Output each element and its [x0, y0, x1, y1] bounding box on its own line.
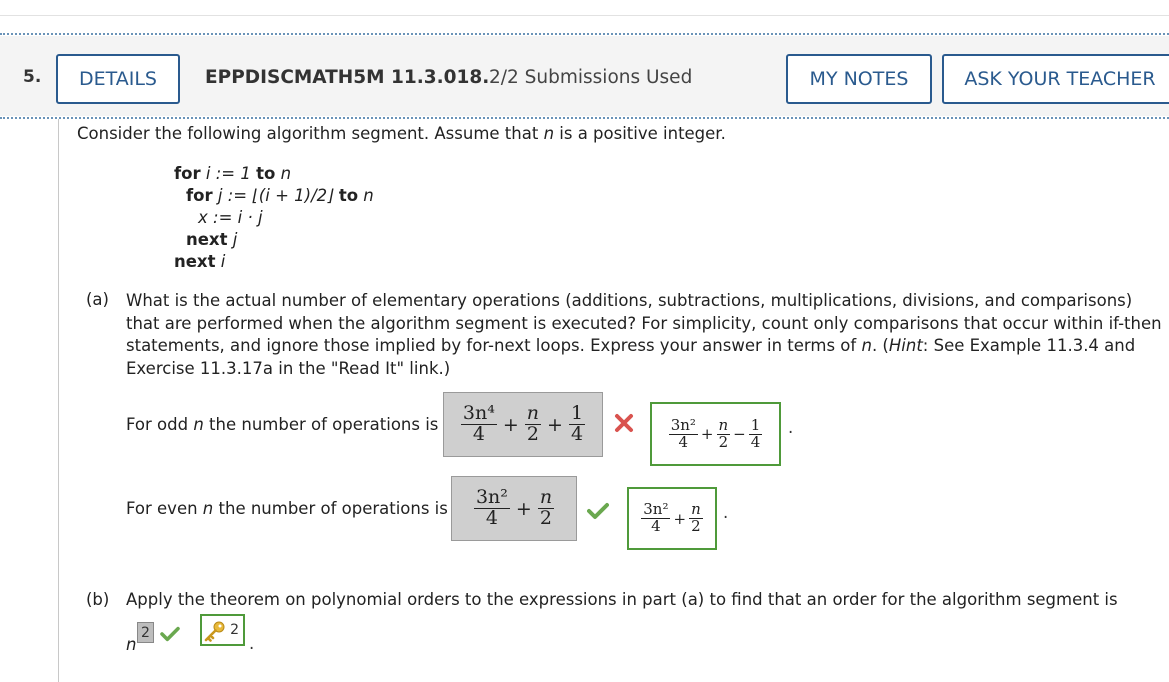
algo-body: i := 1	[200, 164, 257, 183]
fraction	[538, 488, 554, 529]
even-label-text-1: For even	[126, 499, 203, 518]
odd-correct-expression	[650, 402, 781, 466]
algo-var: j	[227, 230, 238, 249]
operator: +	[547, 413, 563, 436]
operator: −	[733, 425, 746, 443]
algo-body: x := i · j	[198, 208, 263, 227]
numerator: 1	[750, 415, 761, 434]
denominator: 4	[570, 423, 584, 445]
fraction	[569, 404, 585, 445]
order-base-n: n	[126, 635, 137, 654]
operator: +	[700, 425, 714, 443]
algo-line-5	[174, 252, 225, 271]
part-a-text-1: What is the actual number of elementary operations (additions, subtractions, multiplications, divisions, and comparisons) that are performed when the algorithm segment is executed? For simplicity, count only comparisons that occur within if-then statements, and ignore those implied by for-next loops. Express your answer in terms of	[126, 291, 1162, 355]
numerator: 1	[570, 402, 584, 425]
odd-label-var: n	[193, 415, 204, 434]
ask-teacher-button[interactable]: ASK YOUR TEACHER	[942, 54, 1169, 104]
top-strip	[0, 0, 1169, 16]
even-period: .	[723, 503, 729, 522]
submissions-used: 2/2 Submissions Used	[489, 67, 693, 88]
fraction	[749, 415, 763, 451]
check-mark-icon	[160, 626, 180, 642]
question-code: EPPDISCMATH5M 11.3.018.	[205, 67, 490, 88]
key-exponent: 2	[230, 622, 239, 638]
odd-label-text-2: the number of operations is	[203, 415, 439, 434]
hint-word: Hint	[888, 336, 923, 355]
details-button[interactable]: DETAILS	[56, 54, 180, 104]
exponent-answer-box[interactable]: 2	[137, 622, 154, 643]
even-label-var: n	[202, 499, 214, 518]
fraction	[461, 404, 497, 445]
question-number: 5.	[23, 67, 42, 87]
odd-label-text-1: For odd	[126, 415, 194, 434]
numerator: n	[691, 500, 701, 519]
algo-line-2	[186, 186, 374, 205]
fraction	[525, 404, 541, 445]
denominator: 2	[691, 517, 701, 535]
part-b-label: (b)	[86, 590, 110, 609]
algo-var: n	[358, 186, 374, 205]
check-mark-icon	[587, 502, 609, 520]
algo-keyword: to	[338, 186, 359, 205]
prompt-text-1: Consider the following algorithm segment. Assume that	[77, 124, 544, 143]
prompt-var-n: n	[543, 124, 555, 143]
algo-keyword: to	[256, 164, 276, 183]
algo-body: j := ⌊(i + 1)/2⌋	[212, 186, 339, 205]
part-b-period: .	[249, 634, 255, 653]
odd-period: .	[788, 418, 794, 437]
even-label	[126, 499, 448, 518]
part-a-var-n: n	[861, 336, 872, 355]
denominator: 2	[539, 507, 552, 529]
even-answer-expression	[451, 476, 577, 541]
my-notes-button[interactable]: MY NOTES	[786, 54, 932, 104]
operator: +	[515, 497, 532, 520]
denominator: 4	[678, 432, 689, 451]
numerator: n	[539, 486, 553, 509]
part-a-question	[126, 290, 1166, 380]
fraction	[641, 502, 670, 535]
algo-var: i	[215, 252, 226, 271]
even-correct-expression	[627, 487, 717, 550]
odd-label	[126, 415, 438, 434]
algo-keyword: next	[186, 230, 228, 249]
numerator: 3n²	[475, 486, 508, 509]
prompt-intro	[77, 124, 726, 143]
prompt-text-2: is a positive integer.	[554, 124, 726, 143]
denominator: 4	[750, 432, 761, 451]
part-a-label: (a)	[86, 290, 109, 309]
x-mark-icon	[613, 412, 635, 434]
part-a-text-2: . (	[871, 336, 889, 355]
key-icon	[203, 620, 227, 642]
numerator: 3n⁴	[462, 402, 495, 425]
algo-keyword: for	[186, 186, 213, 205]
dotted-divider-bottom	[0, 117, 1169, 119]
denominator: 4	[485, 507, 498, 529]
denominator: 4	[472, 423, 485, 445]
fraction	[717, 415, 731, 451]
denominator: 4	[651, 517, 661, 535]
part-b-question: Apply the theorem on polynomial orders to the expressions in part (a) to find that an order for the algorithm segment is	[126, 590, 1118, 609]
algo-keyword: for	[174, 164, 201, 183]
algo-line-1	[174, 164, 291, 183]
odd-answer-expression	[443, 392, 603, 457]
part-a-text-3: : See Example 11.3.4 and Exercise 11.3.17a in the "Read It" link.)	[126, 336, 1136, 378]
operator: +	[502, 413, 519, 436]
dotted-divider-top	[0, 33, 1169, 35]
algo-line-3	[198, 208, 263, 227]
denominator: 2	[718, 432, 729, 451]
fraction	[669, 415, 698, 451]
algo-var: n	[275, 164, 292, 183]
algo-keyword: next	[174, 252, 216, 271]
fraction	[689, 502, 703, 535]
operator: +	[673, 509, 687, 528]
algo-line-4	[186, 230, 237, 249]
numerator: 3n²	[643, 500, 669, 519]
fraction	[474, 488, 510, 529]
numerator: 3n²	[670, 415, 696, 434]
even-label-text-2: the number of operations is	[213, 499, 448, 518]
numerator: n	[526, 402, 540, 425]
content-left-rule	[58, 119, 59, 682]
denominator: 2	[526, 423, 539, 445]
numerator: n	[718, 415, 729, 434]
